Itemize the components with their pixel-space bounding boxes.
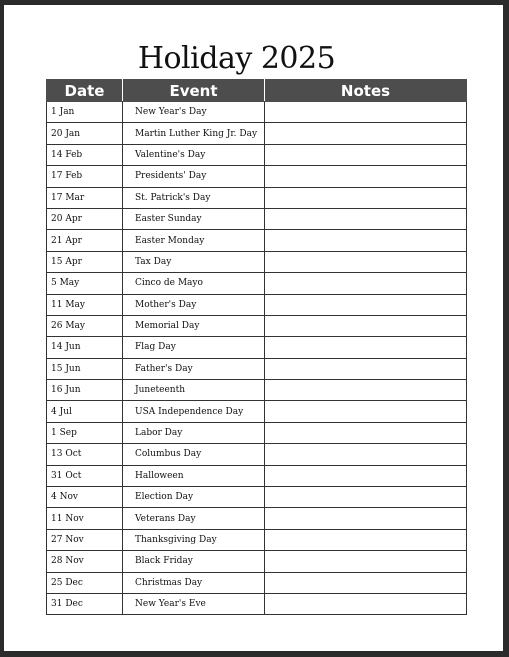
table-row <box>47 230 467 251</box>
notes-cell[interactable] <box>265 422 467 443</box>
date-cell: 31 Dec <box>47 593 123 614</box>
notes-cell[interactable] <box>265 102 467 123</box>
event-cell: Valentine's Day <box>123 144 265 165</box>
date-cell: 16 Jun <box>47 380 123 401</box>
notes-cell[interactable] <box>265 251 467 272</box>
date-cell: 25 Dec <box>47 572 123 593</box>
table-row <box>47 123 467 144</box>
date-cell: 4 Jul <box>47 401 123 422</box>
date-cell: 21 Apr <box>47 230 123 251</box>
table-header-row <box>47 80 467 102</box>
date-cell: 20 Apr <box>47 208 123 229</box>
table-row <box>47 187 467 208</box>
notes-cell[interactable] <box>265 444 467 465</box>
event-cell: Columbus Day <box>123 444 265 465</box>
table-row <box>47 102 467 123</box>
date-cell: 14 Jun <box>47 337 123 358</box>
table-row <box>47 358 467 379</box>
notes-cell[interactable] <box>265 380 467 401</box>
date-cell: 27 Nov <box>47 529 123 550</box>
table-row <box>47 572 467 593</box>
notes-cell[interactable] <box>265 358 467 379</box>
event-cell: Martin Luther King Jr. Day <box>123 123 265 144</box>
notes-cell[interactable] <box>265 273 467 294</box>
notes-cell[interactable] <box>265 487 467 508</box>
table-row <box>47 444 467 465</box>
table-row <box>47 401 467 422</box>
date-cell: 26 May <box>47 315 123 336</box>
date-cell: 20 Jan <box>47 123 123 144</box>
table-row <box>47 208 467 229</box>
date-cell: 5 May <box>47 273 123 294</box>
document-page <box>4 5 503 651</box>
table-row <box>47 551 467 572</box>
table-row <box>47 294 467 315</box>
date-cell: 11 May <box>47 294 123 315</box>
table-row <box>47 508 467 529</box>
event-cell: Halloween <box>123 465 265 486</box>
holiday-table <box>46 79 467 615</box>
date-cell: 28 Nov <box>47 551 123 572</box>
notes-cell[interactable] <box>265 230 467 251</box>
event-cell: Black Friday <box>123 551 265 572</box>
event-cell: New Year's Day <box>123 102 265 123</box>
event-cell: New Year's Eve <box>123 593 265 614</box>
notes-cell[interactable] <box>265 187 467 208</box>
event-cell: Mother's Day <box>123 294 265 315</box>
date-cell: 15 Jun <box>47 358 123 379</box>
date-cell: 1 Jan <box>47 102 123 123</box>
notes-cell[interactable] <box>265 315 467 336</box>
notes-cell[interactable] <box>265 529 467 550</box>
notes-cell[interactable] <box>265 508 467 529</box>
table-row <box>47 315 467 336</box>
table-row <box>47 166 467 187</box>
date-cell: 4 Nov <box>47 487 123 508</box>
event-cell: Easter Monday <box>123 230 265 251</box>
event-cell: Memorial Day <box>123 315 265 336</box>
notes-cell[interactable] <box>265 465 467 486</box>
column-header-date: Date <box>47 80 123 102</box>
table-row <box>47 593 467 614</box>
table-row <box>47 144 467 165</box>
notes-cell[interactable] <box>265 551 467 572</box>
notes-cell[interactable] <box>265 401 467 422</box>
table-row <box>47 380 467 401</box>
table-row <box>47 337 467 358</box>
event-cell: Juneteenth <box>123 380 265 401</box>
table-row <box>47 529 467 550</box>
event-cell: Cinco de Mayo <box>123 273 265 294</box>
notes-cell[interactable] <box>265 337 467 358</box>
column-header-event: Event <box>123 80 265 102</box>
table-row <box>47 465 467 486</box>
date-cell: 1 Sep <box>47 422 123 443</box>
date-cell: 17 Mar <box>47 187 123 208</box>
event-cell: Father's Day <box>123 358 265 379</box>
notes-cell[interactable] <box>265 294 467 315</box>
event-cell: USA Independence Day <box>123 401 265 422</box>
date-cell: 13 Oct <box>47 444 123 465</box>
event-cell: Labor Day <box>123 422 265 443</box>
event-cell: Election Day <box>123 487 265 508</box>
table-row <box>47 251 467 272</box>
event-cell: Flag Day <box>123 337 265 358</box>
notes-cell[interactable] <box>265 123 467 144</box>
date-cell: 31 Oct <box>47 465 123 486</box>
event-cell: Veterans Day <box>123 508 265 529</box>
event-cell: Tax Day <box>123 251 265 272</box>
table-row <box>47 487 467 508</box>
table-row <box>47 422 467 443</box>
event-cell: Christmas Day <box>123 572 265 593</box>
table-row <box>47 273 467 294</box>
notes-cell[interactable] <box>265 593 467 614</box>
date-cell: 11 Nov <box>47 508 123 529</box>
event-cell: Presidents' Day <box>123 166 265 187</box>
column-header-notes: Notes <box>265 80 467 102</box>
notes-cell[interactable] <box>265 208 467 229</box>
event-cell: Thanksgiving Day <box>123 529 265 550</box>
notes-cell[interactable] <box>265 144 467 165</box>
notes-cell[interactable] <box>265 572 467 593</box>
date-cell: 14 Feb <box>47 144 123 165</box>
notes-cell[interactable] <box>265 166 467 187</box>
event-cell: St. Patrick's Day <box>123 187 265 208</box>
date-cell: 15 Apr <box>47 251 123 272</box>
event-cell: Easter Sunday <box>123 208 265 229</box>
page-title: Holiday 2025 <box>137 41 336 76</box>
date-cell: 17 Feb <box>47 166 123 187</box>
